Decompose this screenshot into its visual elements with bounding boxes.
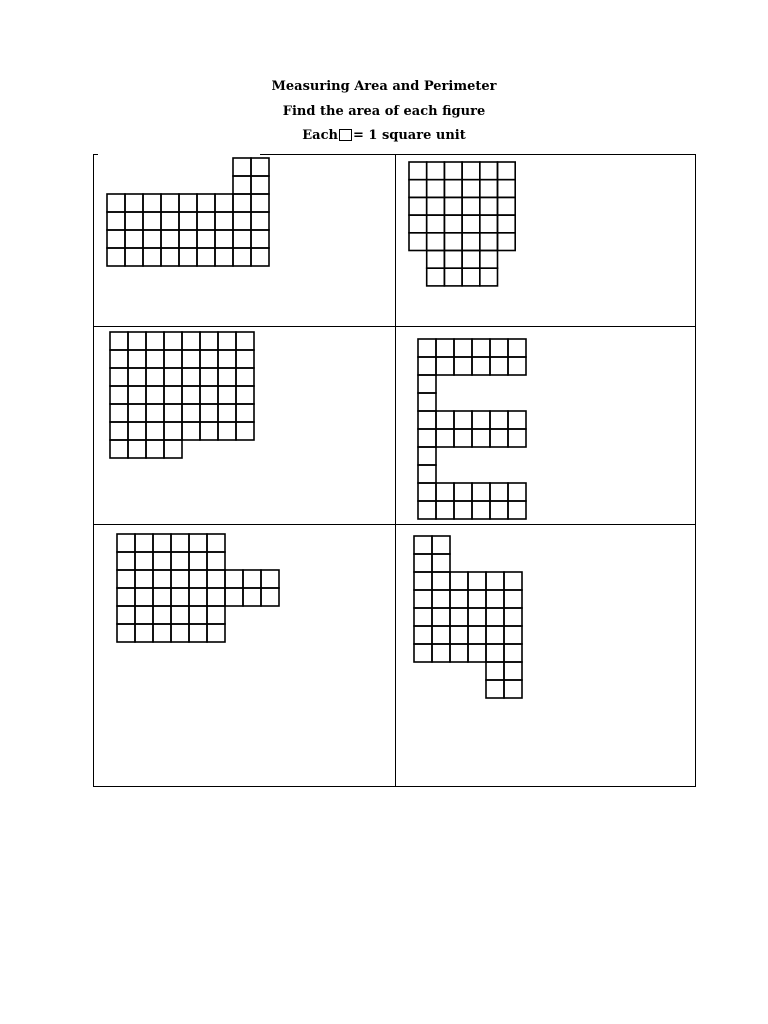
worksheet-instructions: Find the area of each figure (282, 104, 486, 119)
figures-table (93, 154, 696, 787)
row-divider (94, 524, 695, 525)
unit-prefix: Each (302, 128, 338, 143)
unit-suffix: = 1 square unit (352, 128, 466, 143)
column-divider (395, 155, 396, 786)
border-gap (98, 152, 260, 157)
unit-legend (0, 128, 768, 144)
row-divider (94, 326, 695, 327)
unit-square-icon (339, 129, 352, 141)
worksheet-title: Measuring Area and Perimeter (271, 79, 497, 94)
